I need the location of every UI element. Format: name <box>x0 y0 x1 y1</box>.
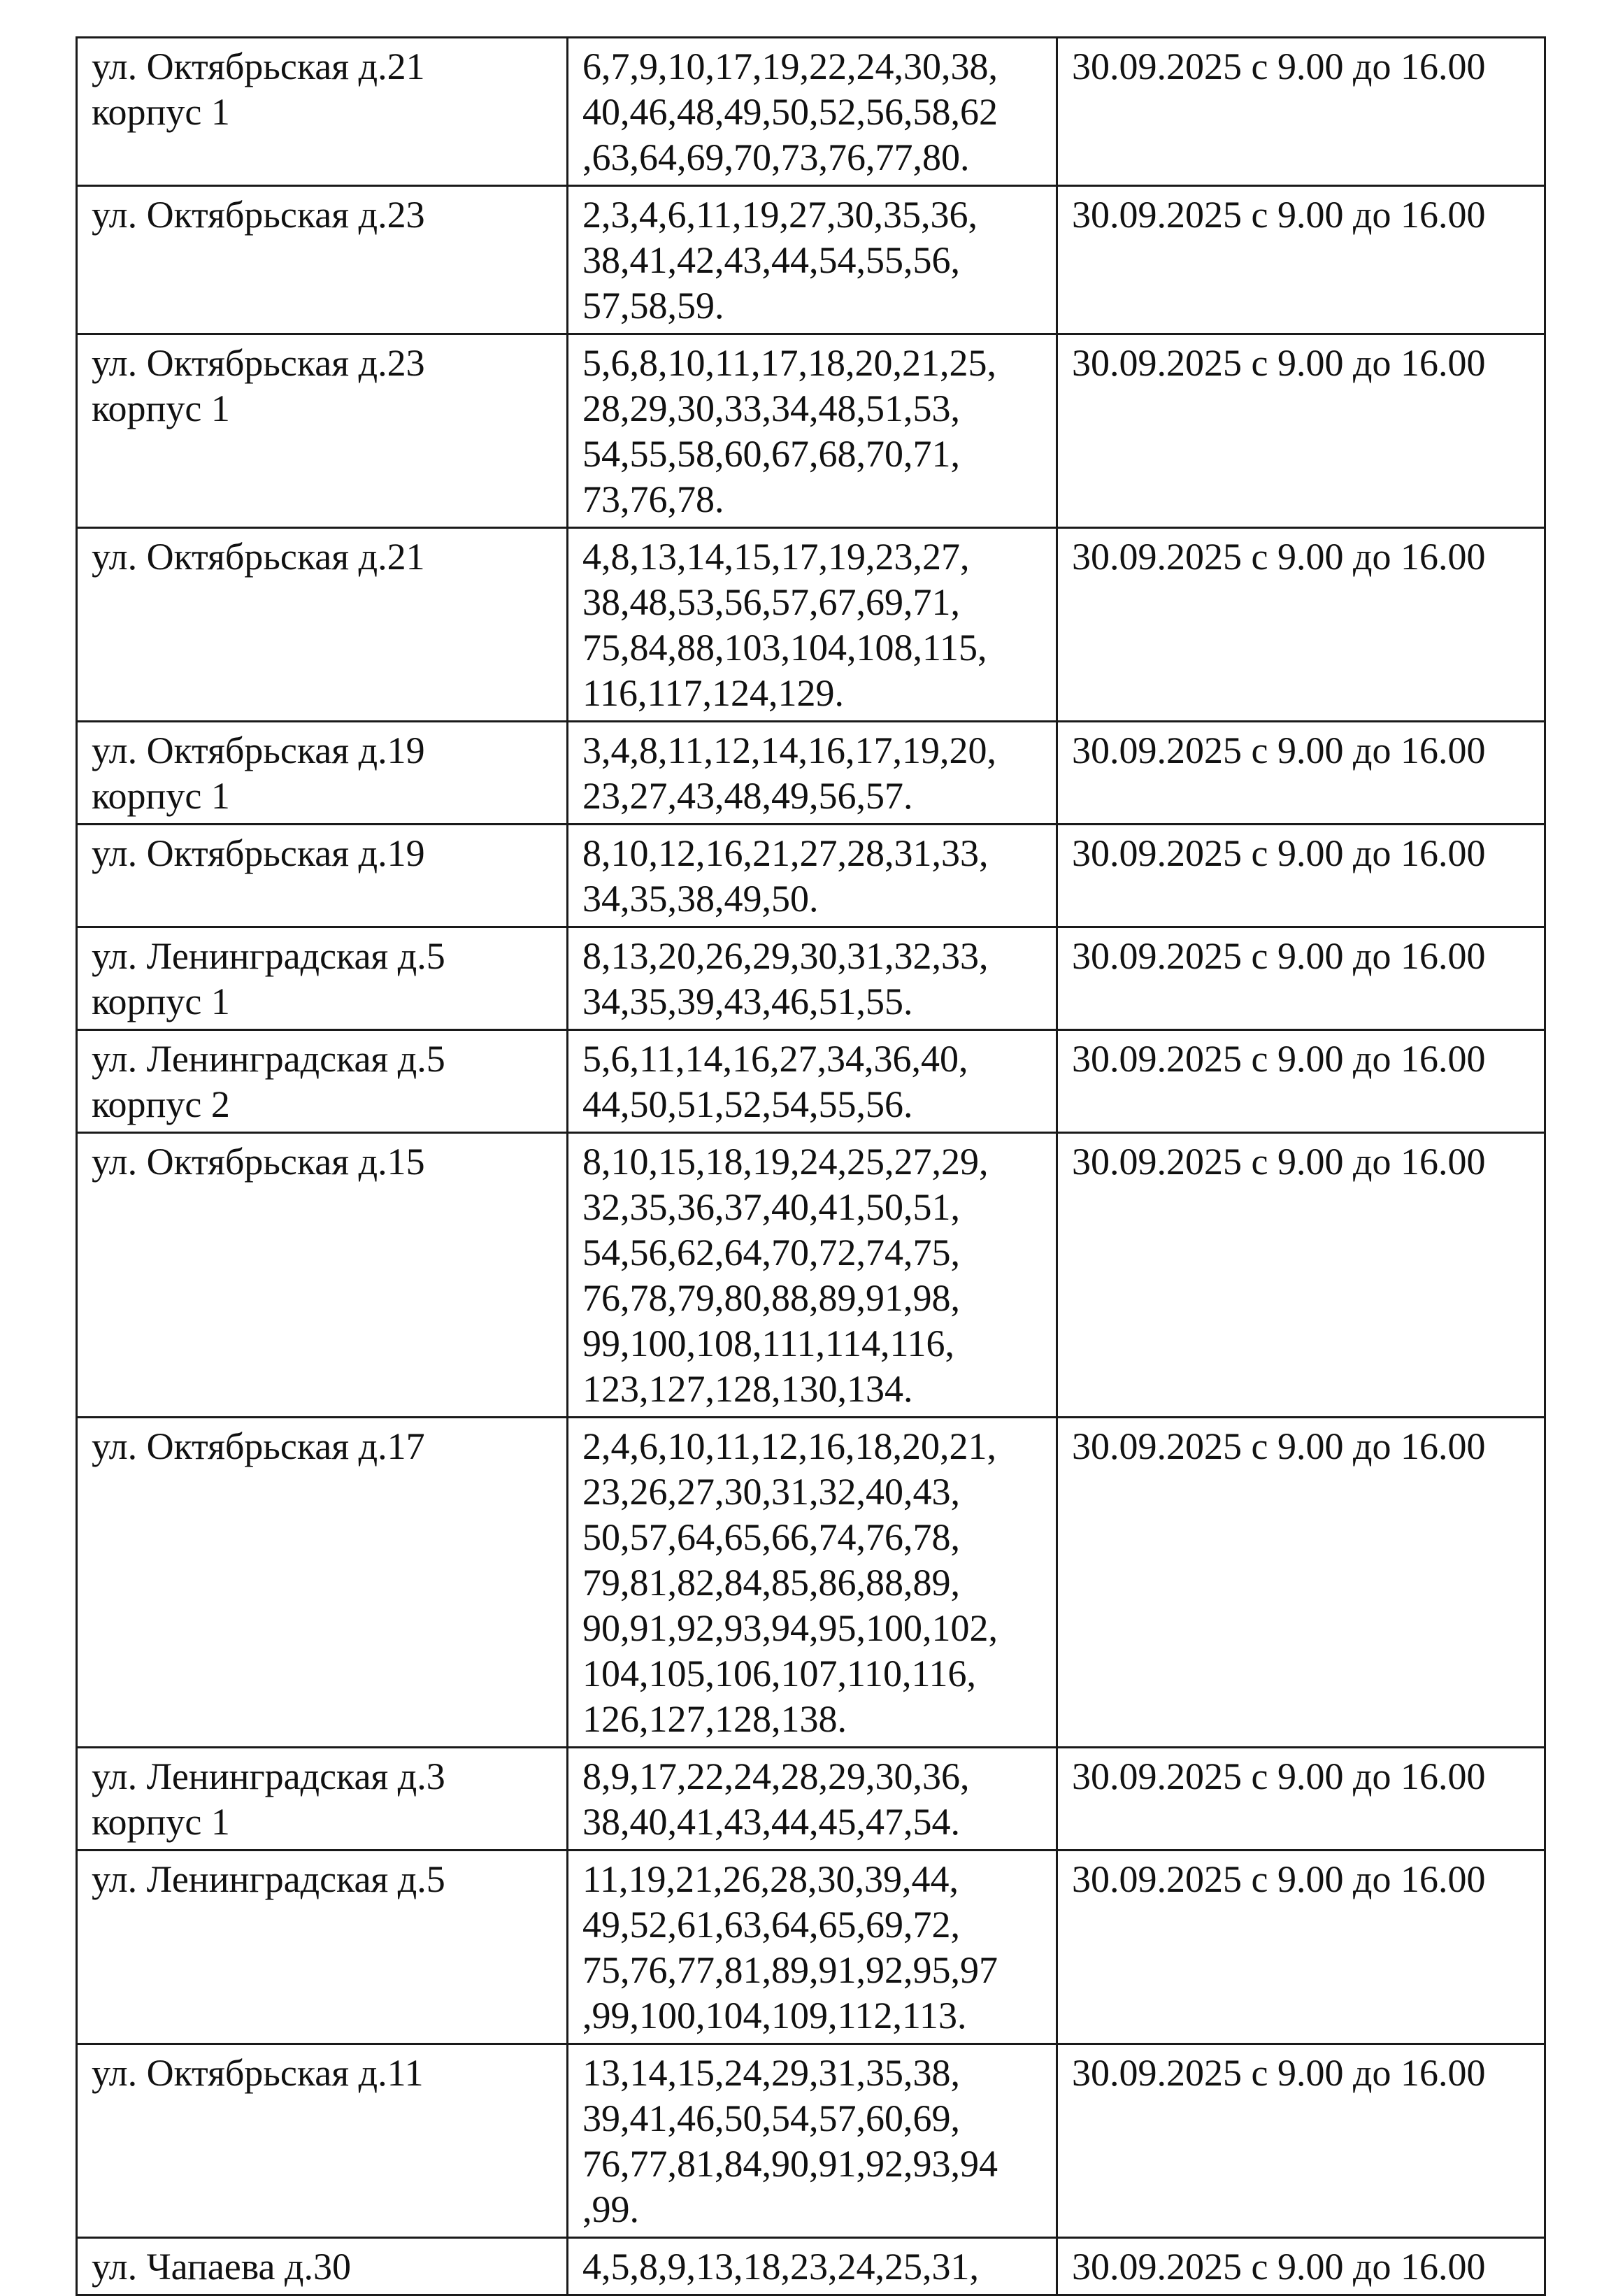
address-cell: ул. Октябрьская д.21 корпус 1 <box>77 38 568 186</box>
date-cell: 30.09.2025 с 9.00 до 16.00 <box>1057 2238 1545 2295</box>
date-cell: 30.09.2025 с 9.00 до 16.00 <box>1057 2044 1545 2238</box>
apartments-cell: 2,3,4,6,11,19,27,30,35,36, 38,41,42,43,44,54,55,56, 57,58,59. <box>568 186 1057 334</box>
address-cell: ул. Октябрьская д.15 <box>77 1133 568 1418</box>
address-cell: ул. Ленинградская д.3 корпус 1 <box>77 1748 568 1851</box>
address-cell: ул. Ленинградская д.5 корпус 2 <box>77 1030 568 1133</box>
address-cell: ул. Октябрьская д.19 корпус 1 <box>77 722 568 825</box>
date-cell: 30.09.2025 с 9.00 до 16.00 <box>1057 186 1545 334</box>
date-cell: 30.09.2025 с 9.00 до 16.00 <box>1057 1030 1545 1133</box>
apartments-cell: 2,4,6,10,11,12,16,18,20,21, 23,26,27,30,31,32,40,43, 50,57,64,65,66,74,76,78, 79,81,82,84,85,86,88,89, 90,91,92,93,94,95,100,102, 104,105,106,107,110,116, 126,127,128,138. <box>568 1418 1057 1748</box>
address-cell: ул. Октябрьская д.11 <box>77 2044 568 2238</box>
apartments-cell: 4,5,8,9,13,18,23,24,25,31, <box>568 2238 1057 2295</box>
address-cell: ул. Чапаева д.30 <box>77 2238 568 2295</box>
table-row <box>77 1418 1545 1748</box>
date-cell: 30.09.2025 с 9.00 до 16.00 <box>1057 1418 1545 1748</box>
table-row <box>77 334 1545 528</box>
apartments-cell: 5,6,11,14,16,27,34,36,40, 44,50,51,52,54,55,56. <box>568 1030 1057 1133</box>
address-cell: ул. Ленинградская д.5 <box>77 1851 568 2044</box>
date-cell: 30.09.2025 с 9.00 до 16.00 <box>1057 927 1545 1030</box>
apartments-cell: 6,7,9,10,17,19,22,24,30,38, 40,46,48,49,50,52,56,58,62 ,63,64,69,70,73,76,77,80. <box>568 38 1057 186</box>
address-cell: ул. Ленинградская д.5 корпус 1 <box>77 927 568 1030</box>
apartments-cell: 8,13,20,26,29,30,31,32,33, 34,35,39,43,46,51,55. <box>568 927 1057 1030</box>
date-cell: 30.09.2025 с 9.00 до 16.00 <box>1057 1133 1545 1418</box>
address-cell: ул. Октябрьская д.23 <box>77 186 568 334</box>
table-row <box>77 1851 1545 2044</box>
table-row <box>77 528 1545 722</box>
table-row <box>77 186 1545 334</box>
schedule-table <box>76 36 1546 2296</box>
table-row <box>77 1030 1545 1133</box>
date-cell: 30.09.2025 с 9.00 до 16.00 <box>1057 334 1545 528</box>
document-page <box>76 36 1546 2296</box>
table-row <box>77 927 1545 1030</box>
table-row <box>77 722 1545 825</box>
address-cell: ул. Октябрьская д.19 <box>77 825 568 927</box>
table-row <box>77 38 1545 186</box>
date-cell: 30.09.2025 с 9.00 до 16.00 <box>1057 1748 1545 1851</box>
table-row <box>77 2044 1545 2238</box>
table-row <box>77 825 1545 927</box>
address-cell: ул. Октябрьская д.17 <box>77 1418 568 1748</box>
apartments-cell: 8,9,17,22,24,28,29,30,36, 38,40,41,43,44,45,47,54. <box>568 1748 1057 1851</box>
apartments-cell: 8,10,12,16,21,27,28,31,33, 34,35,38,49,50. <box>568 825 1057 927</box>
date-cell: 30.09.2025 с 9.00 до 16.00 <box>1057 825 1545 927</box>
date-cell: 30.09.2025 с 9.00 до 16.00 <box>1057 38 1545 186</box>
address-cell: ул. Октябрьская д.23 корпус 1 <box>77 334 568 528</box>
apartments-cell: 8,10,15,18,19,24,25,27,29, 32,35,36,37,40,41,50,51, 54,56,62,64,70,72,74,75, 76,78,79,80,88,89,91,98, 99,100,108,111,114,116, 123,127,128,130,134. <box>568 1133 1057 1418</box>
table-row <box>77 1133 1545 1418</box>
address-cell: ул. Октябрьская д.21 <box>77 528 568 722</box>
date-cell: 30.09.2025 с 9.00 до 16.00 <box>1057 528 1545 722</box>
apartments-cell: 11,19,21,26,28,30,39,44, 49,52,61,63,64,65,69,72, 75,76,77,81,89,91,92,95,97 ,99,100,104,109,112,113. <box>568 1851 1057 2044</box>
schedule-table-body <box>77 38 1545 2295</box>
apartments-cell: 4,8,13,14,15,17,19,23,27, 38,48,53,56,57,67,69,71, 75,84,88,103,104,108,115, 116,117,124,129. <box>568 528 1057 722</box>
table-row <box>77 1748 1545 1851</box>
apartments-cell: 5,6,8,10,11,17,18,20,21,25, 28,29,30,33,34,48,51,53, 54,55,58,60,67,68,70,71, 73,76,78. <box>568 334 1057 528</box>
table-row <box>77 2238 1545 2295</box>
apartments-cell: 3,4,8,11,12,14,16,17,19,20, 23,27,43,48,49,56,57. <box>568 722 1057 825</box>
apartments-cell: 13,14,15,24,29,31,35,38, 39,41,46,50,54,57,60,69, 76,77,81,84,90,91,92,93,94 ,99. <box>568 2044 1057 2238</box>
date-cell: 30.09.2025 с 9.00 до 16.00 <box>1057 722 1545 825</box>
date-cell: 30.09.2025 с 9.00 до 16.00 <box>1057 1851 1545 2044</box>
